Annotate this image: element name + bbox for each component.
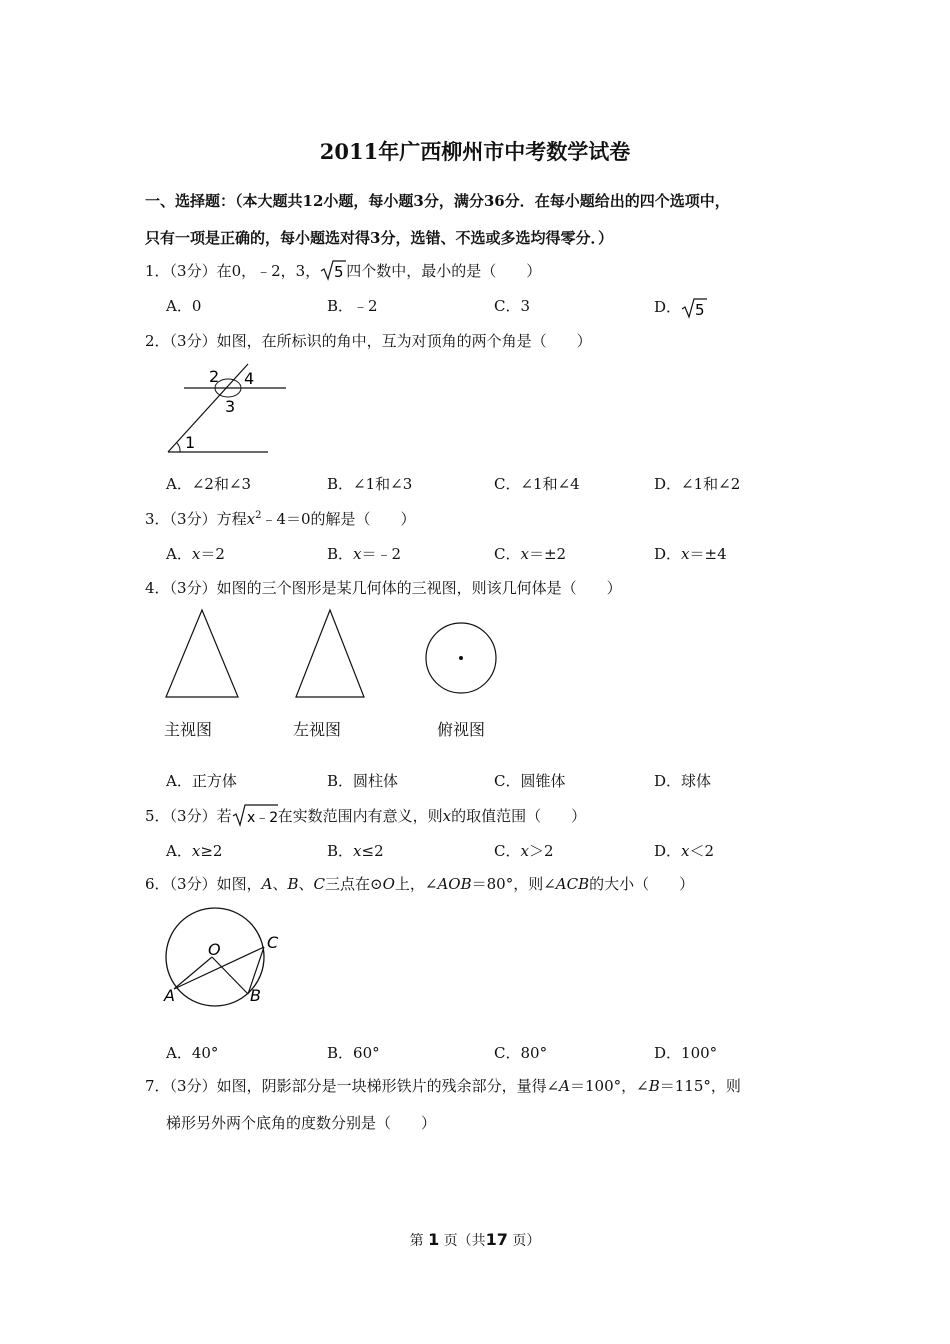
option-c: C．x＞2 xyxy=(494,842,554,860)
option-c: C．圆锥体 xyxy=(494,772,566,790)
point-label-c: C xyxy=(267,933,279,952)
question-2: 2．（3分）如图，在所标识的角中，互为对顶角的两个角是（ ） xyxy=(145,332,592,350)
angle-label-1: 1 xyxy=(185,433,196,452)
question-3: 3．（3分）方程$x^2﹣4=0$的解是（ ） xyxy=(145,510,416,528)
option-b: B．﹣2 xyxy=(327,297,378,315)
page-footer: 第 1 页（共17 页） xyxy=(409,1230,541,1249)
option-c: C．3 xyxy=(494,297,531,315)
radicand: 5 xyxy=(334,263,344,281)
option-d: D．x＜2 xyxy=(654,842,715,860)
option-c: C．∠1和∠4 xyxy=(494,475,580,493)
view-label-side: 左视图 xyxy=(293,720,342,739)
page-title: 2011年广西柳州市中考数学试卷 xyxy=(319,139,631,164)
option-c: C．x＝±2 xyxy=(494,545,567,563)
angle-label-2: 2 xyxy=(209,367,220,386)
option-d: D．球体 xyxy=(654,772,712,790)
option-b: B．圆柱体 xyxy=(327,772,399,790)
question-4: 4．（3分）如图的三个图形是某几何体的三视图，则该几何体是（ ） xyxy=(145,579,622,597)
option-b: B．x≤2 xyxy=(327,842,384,860)
view-label-top: 俯视图 xyxy=(437,720,486,739)
section-heading-line2: 只有一项是正确的，每小题选对得3分，选错、不选或多选均得零分．） xyxy=(145,229,613,247)
angles-figure xyxy=(160,360,300,460)
option-a: A．∠2和∠3 xyxy=(166,475,252,493)
question-6: 6．（3分）如图，A、B、C三点在⊙O上，∠AOB＝80°，则∠ACB的大小（ ） xyxy=(145,875,695,893)
point-label-a: A xyxy=(164,986,175,1005)
point-label-b: B xyxy=(250,986,261,1005)
option-d: D．x＝±4 xyxy=(654,545,727,563)
question-1-suffix: 四个数中，最小的是（ ） xyxy=(346,262,542,280)
angle-label-3: 3 xyxy=(225,397,236,416)
point-label-o: O xyxy=(208,940,221,959)
top-view-circle xyxy=(423,620,503,700)
section-heading-line1: 一、选择题：（本大题共12小题，每小题3分，满分36分．在每小题给出的四个选项中， xyxy=(145,192,730,210)
option-a: A．x≥2 xyxy=(166,842,223,860)
option-d: D． 5 xyxy=(654,295,707,321)
sqrt-symbol xyxy=(320,259,346,285)
option-b: B．x＝﹣2 xyxy=(327,545,402,563)
sqrt-symbol xyxy=(232,803,278,831)
circle-figure xyxy=(160,905,290,1010)
question-7-line2: 梯形另外两个底角的度数分别是（ ） xyxy=(166,1114,437,1132)
question-7: 7．（3分）如图，阴影部分是一块梯形铁片的残余部分，量得∠A＝100°，∠B＝115°，则 xyxy=(145,1077,741,1095)
question-1 xyxy=(145,259,541,285)
option-a: A．正方体 xyxy=(166,772,237,790)
option-c: C．80° xyxy=(494,1044,548,1062)
side-view-triangle xyxy=(294,608,374,700)
sqrt-symbol xyxy=(681,295,707,321)
page-total: 17 xyxy=(485,1230,508,1249)
option-d: D．100° xyxy=(654,1044,718,1062)
svg-text:5: 5 xyxy=(695,301,705,319)
front-view-triangle xyxy=(164,608,244,700)
question-1-prefix: 1．（3分）在0，﹣2，3， xyxy=(145,262,321,280)
option-b: B．60° xyxy=(327,1044,380,1062)
option-d: D．∠1和∠2 xyxy=(654,475,741,493)
option-a: A．x＝2 xyxy=(166,545,225,563)
view-label-front: 主视图 xyxy=(164,720,213,739)
question-5: 5．（3分）若 x﹣2 在实数范围内有意义，则x的取值范围（ ） xyxy=(145,803,586,831)
option-b: B．∠1和∠3 xyxy=(327,475,413,493)
option-a: A．0 xyxy=(166,297,202,315)
angle-label-4: 4 xyxy=(244,369,255,388)
radicand: x﹣2 xyxy=(246,810,278,826)
page-number: 1 xyxy=(428,1230,440,1249)
option-a: A．40° xyxy=(166,1044,219,1062)
